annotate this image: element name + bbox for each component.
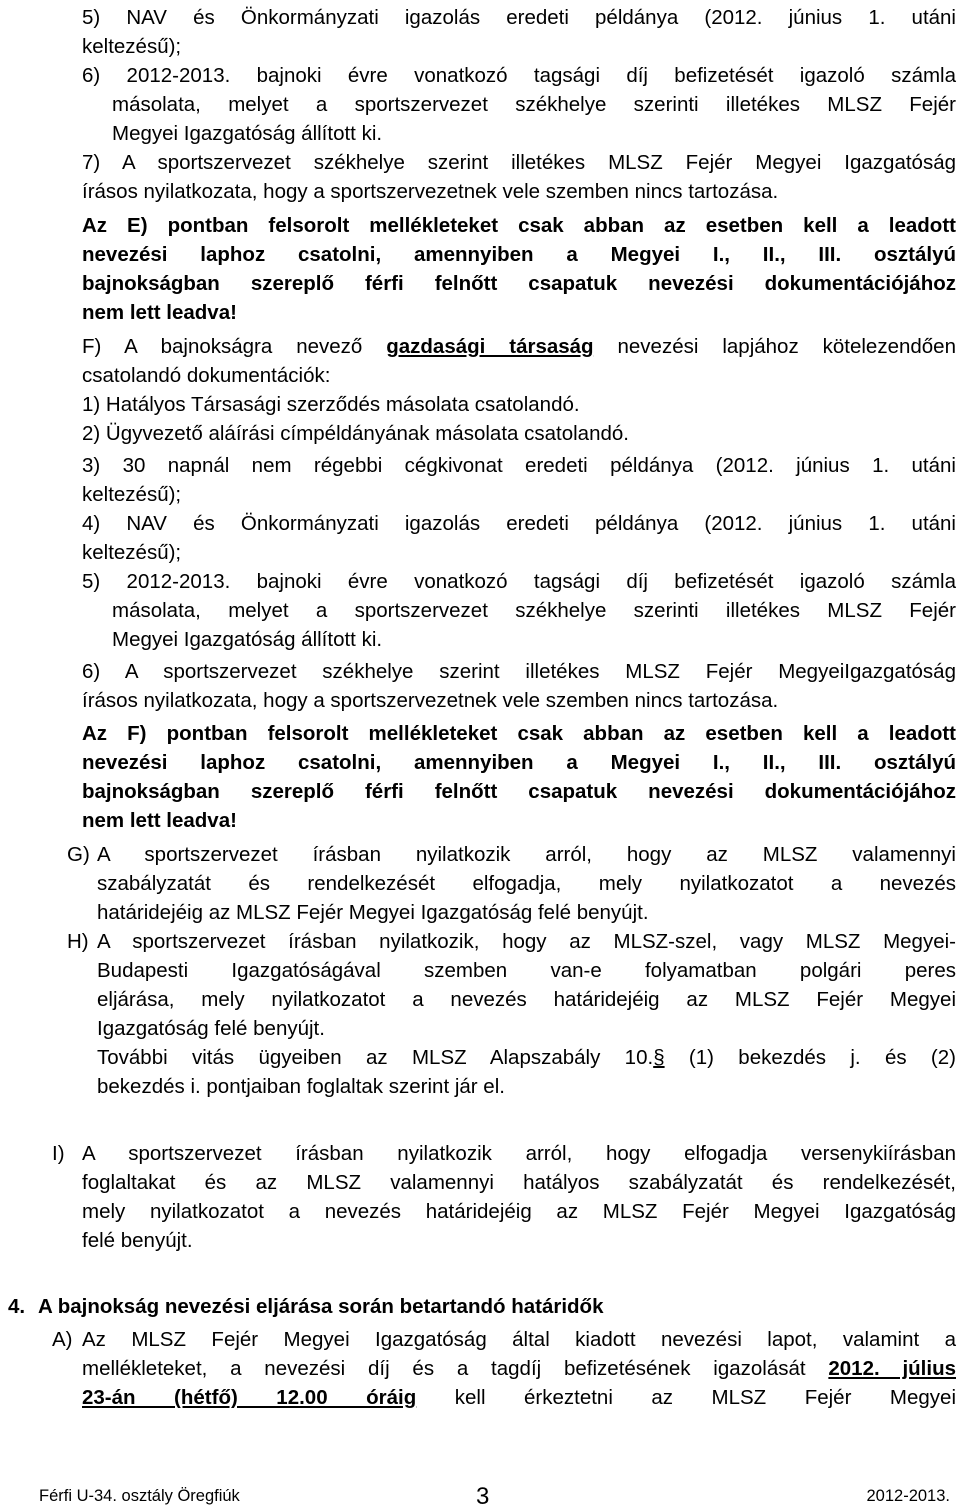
f-note-line-4: nem lett leadva! [82, 809, 237, 832]
h-line-5-text-b: (1) bekezdés j. és (2) [688, 1046, 956, 1069]
page-number: 3 [476, 1483, 490, 1510]
e-note-line-4: nem lett leadva! [82, 301, 237, 324]
item-5-line-1: 5) NAV és Önkormányzati igazolás eredeti példánya (2012. június 1. utáni [82, 6, 956, 29]
h-line-1: A sportszervezet írásban nyilatkozik, hogy az MLSZ-szel, vagy MLSZ Megyei- [97, 930, 956, 953]
f-note-line-1: Az F) pontban felsorolt mellékleteket csak abban az esetben kell a leadott [82, 722, 956, 745]
f-item-6-line-1: 6) A sportszervezet székhelye szerint illetékes MLSZ Fejér MegyeiIgazgatóság [82, 660, 956, 683]
f-item-3-line-2: keltezésű); [82, 483, 182, 506]
h-line-5-text-a: További vitás ügyeiben az MLSZ Alapszabály 10. [97, 1046, 654, 1069]
h-line-4: Igazgatóság felé benyújt. [97, 1017, 325, 1040]
f-note-line-3: bajnokságban szereplő férfi felnőtt csapatuk nevezési dokumentációjához [82, 780, 956, 803]
f-item-5-line-1: 5) 2012-2013. bajnoki évre vonatkozó tagsági díj befizetését igazoló számla [82, 570, 956, 593]
f-item-1: 1) Hatályos Társasági szerződés másolata csatolandó. [82, 393, 580, 416]
f-heading-line-2: csatolandó dokumentációk: [82, 364, 331, 387]
item-7-line-1: 7) A sportszervezet székhelye szerint illetékes MLSZ Fejér Megyei Igazgatóság [82, 151, 956, 174]
item-6-line-3: Megyei Igazgatóság állított ki. [112, 122, 383, 145]
item-6-line-2: másolata, melyet a sportszervezet székhelye szerinti illetékes MLSZ Fejér [112, 93, 956, 116]
section-4-number: 4. [8, 1295, 26, 1318]
g-line-3: határidejéig az MLSZ Fejér Megyei Igazgatóság felé benyújt. [97, 901, 649, 924]
i-line-4: felé benyújt. [82, 1229, 193, 1252]
e-note-line-2: nevezési laphoz csatolni, amennyiben a Megyei I., II., III. osztályú [82, 243, 956, 266]
i-line-1: A sportszervezet írásban nyilatkozik arról, hogy elfogadja versenykiírásban [82, 1142, 956, 1165]
f-heading-text-c: nevezési lapjához kötelezendően [593, 335, 956, 358]
f-heading-line-1 [82, 332, 956, 361]
footer-left: Férfi U-34. osztály Öregfiúk [39, 1487, 240, 1505]
section-sign: § [653, 1046, 665, 1069]
a-line-3-text: kell érkeztetni az MLSZ Fejér Megyei [416, 1386, 956, 1409]
h-line-5 [97, 1043, 956, 1072]
item-6-line-1: 6) 2012-2013. bajnoki évre vonatkozó tagsági díj befizetését igazoló számla [82, 64, 956, 87]
f-item-4-line-2: keltezésű); [82, 541, 182, 564]
i-line-2: foglaltakat és az MLSZ valamennyi hatályos szabályzatát és rendelkezését, [82, 1171, 956, 1194]
e-note-line-3: bajnokságban szereplő férfi felnőtt csapatuk nevezési dokumentációjához [82, 272, 956, 295]
f-heading-text-a: F) A bajnokságra nevező [82, 335, 387, 358]
f-item-6-line-2: írásos nyilatkozata, hogy a sportszervezetnek vele szemben nincs tartozása. [82, 689, 779, 712]
footer-right: 2012-2013. [866, 1487, 950, 1505]
a-line-1: Az MLSZ Fejér Megyei Igazgatóság által kiadott nevezési lapot, valamint a [82, 1328, 956, 1351]
g-line-1: A sportszervezet írásban nyilatkozik arról, hogy az MLSZ valamennyi [97, 843, 956, 866]
f-item-4-line-1: 4) NAV és Önkormányzati igazolás eredeti példánya (2012. június 1. utáni [82, 512, 956, 535]
deadline-date-part-2: 23-án (hétfő) 12.00 óráig [82, 1386, 417, 1409]
item-5-line-2: keltezésű); [82, 35, 182, 58]
item-7-line-2: írásos nyilatkozata, hogy a sportszervezetnek vele szemben nincs tartozása. [82, 180, 779, 203]
i-line-3: mely nyilatkozatot a nevezés határidejéig az MLSZ Fejér Megyei Igazgatóság [82, 1200, 956, 1223]
a-line-3 [82, 1383, 956, 1412]
f-item-3-line-1: 3) 30 napnál nem régebbi cégkivonat eredeti példánya (2012. június 1. utáni [82, 454, 956, 477]
a-line-2 [82, 1354, 956, 1383]
f-item-2: 2) Ügyvezető aláírási címpéldányának másolata csatolandó. [82, 422, 629, 445]
h-label: H) [67, 930, 89, 953]
section-4-title: A bajnokság nevezési eljárása során betartandó határidők [38, 1295, 604, 1318]
a-line-2-text: mellékleteket, a nevezési díj és a tagdíj befizetésének igazolását [82, 1357, 829, 1380]
h-line-3: eljárása, mely nyilatkozatot a nevezés határidejéig az MLSZ Fejér Megyei [97, 988, 956, 1011]
g-line-2: szabályzatát és rendelkezését elfogadja, mely nyilatkozatot a nevezés [97, 872, 956, 895]
h-line-6: bekezdés i. pontjaiban foglaltak szerint jár el. [97, 1075, 505, 1098]
f-item-5-line-2: másolata, melyet a sportszervezet székhelye szerinti illetékes MLSZ Fejér [112, 599, 956, 622]
i-label: I) [52, 1142, 65, 1165]
e-note-line-1: Az E) pontban felsorolt mellékleteket csak abban az esetben kell a leadott [82, 214, 956, 237]
deadline-date-part-1: 2012. július [828, 1357, 956, 1380]
f-item-5-line-3: Megyei Igazgatóság állított ki. [112, 628, 383, 651]
a-label: A) [52, 1328, 73, 1351]
f-heading-emphasis: gazdasági társaság [386, 335, 594, 358]
g-label: G) [67, 843, 90, 866]
h-line-2: Budapesti Igazgatóságával szemben van-e folyamatban polgári peres [97, 959, 956, 982]
f-note-line-2: nevezési laphoz csatolni, amennyiben a Megyei I., II., III. osztályú [82, 751, 956, 774]
